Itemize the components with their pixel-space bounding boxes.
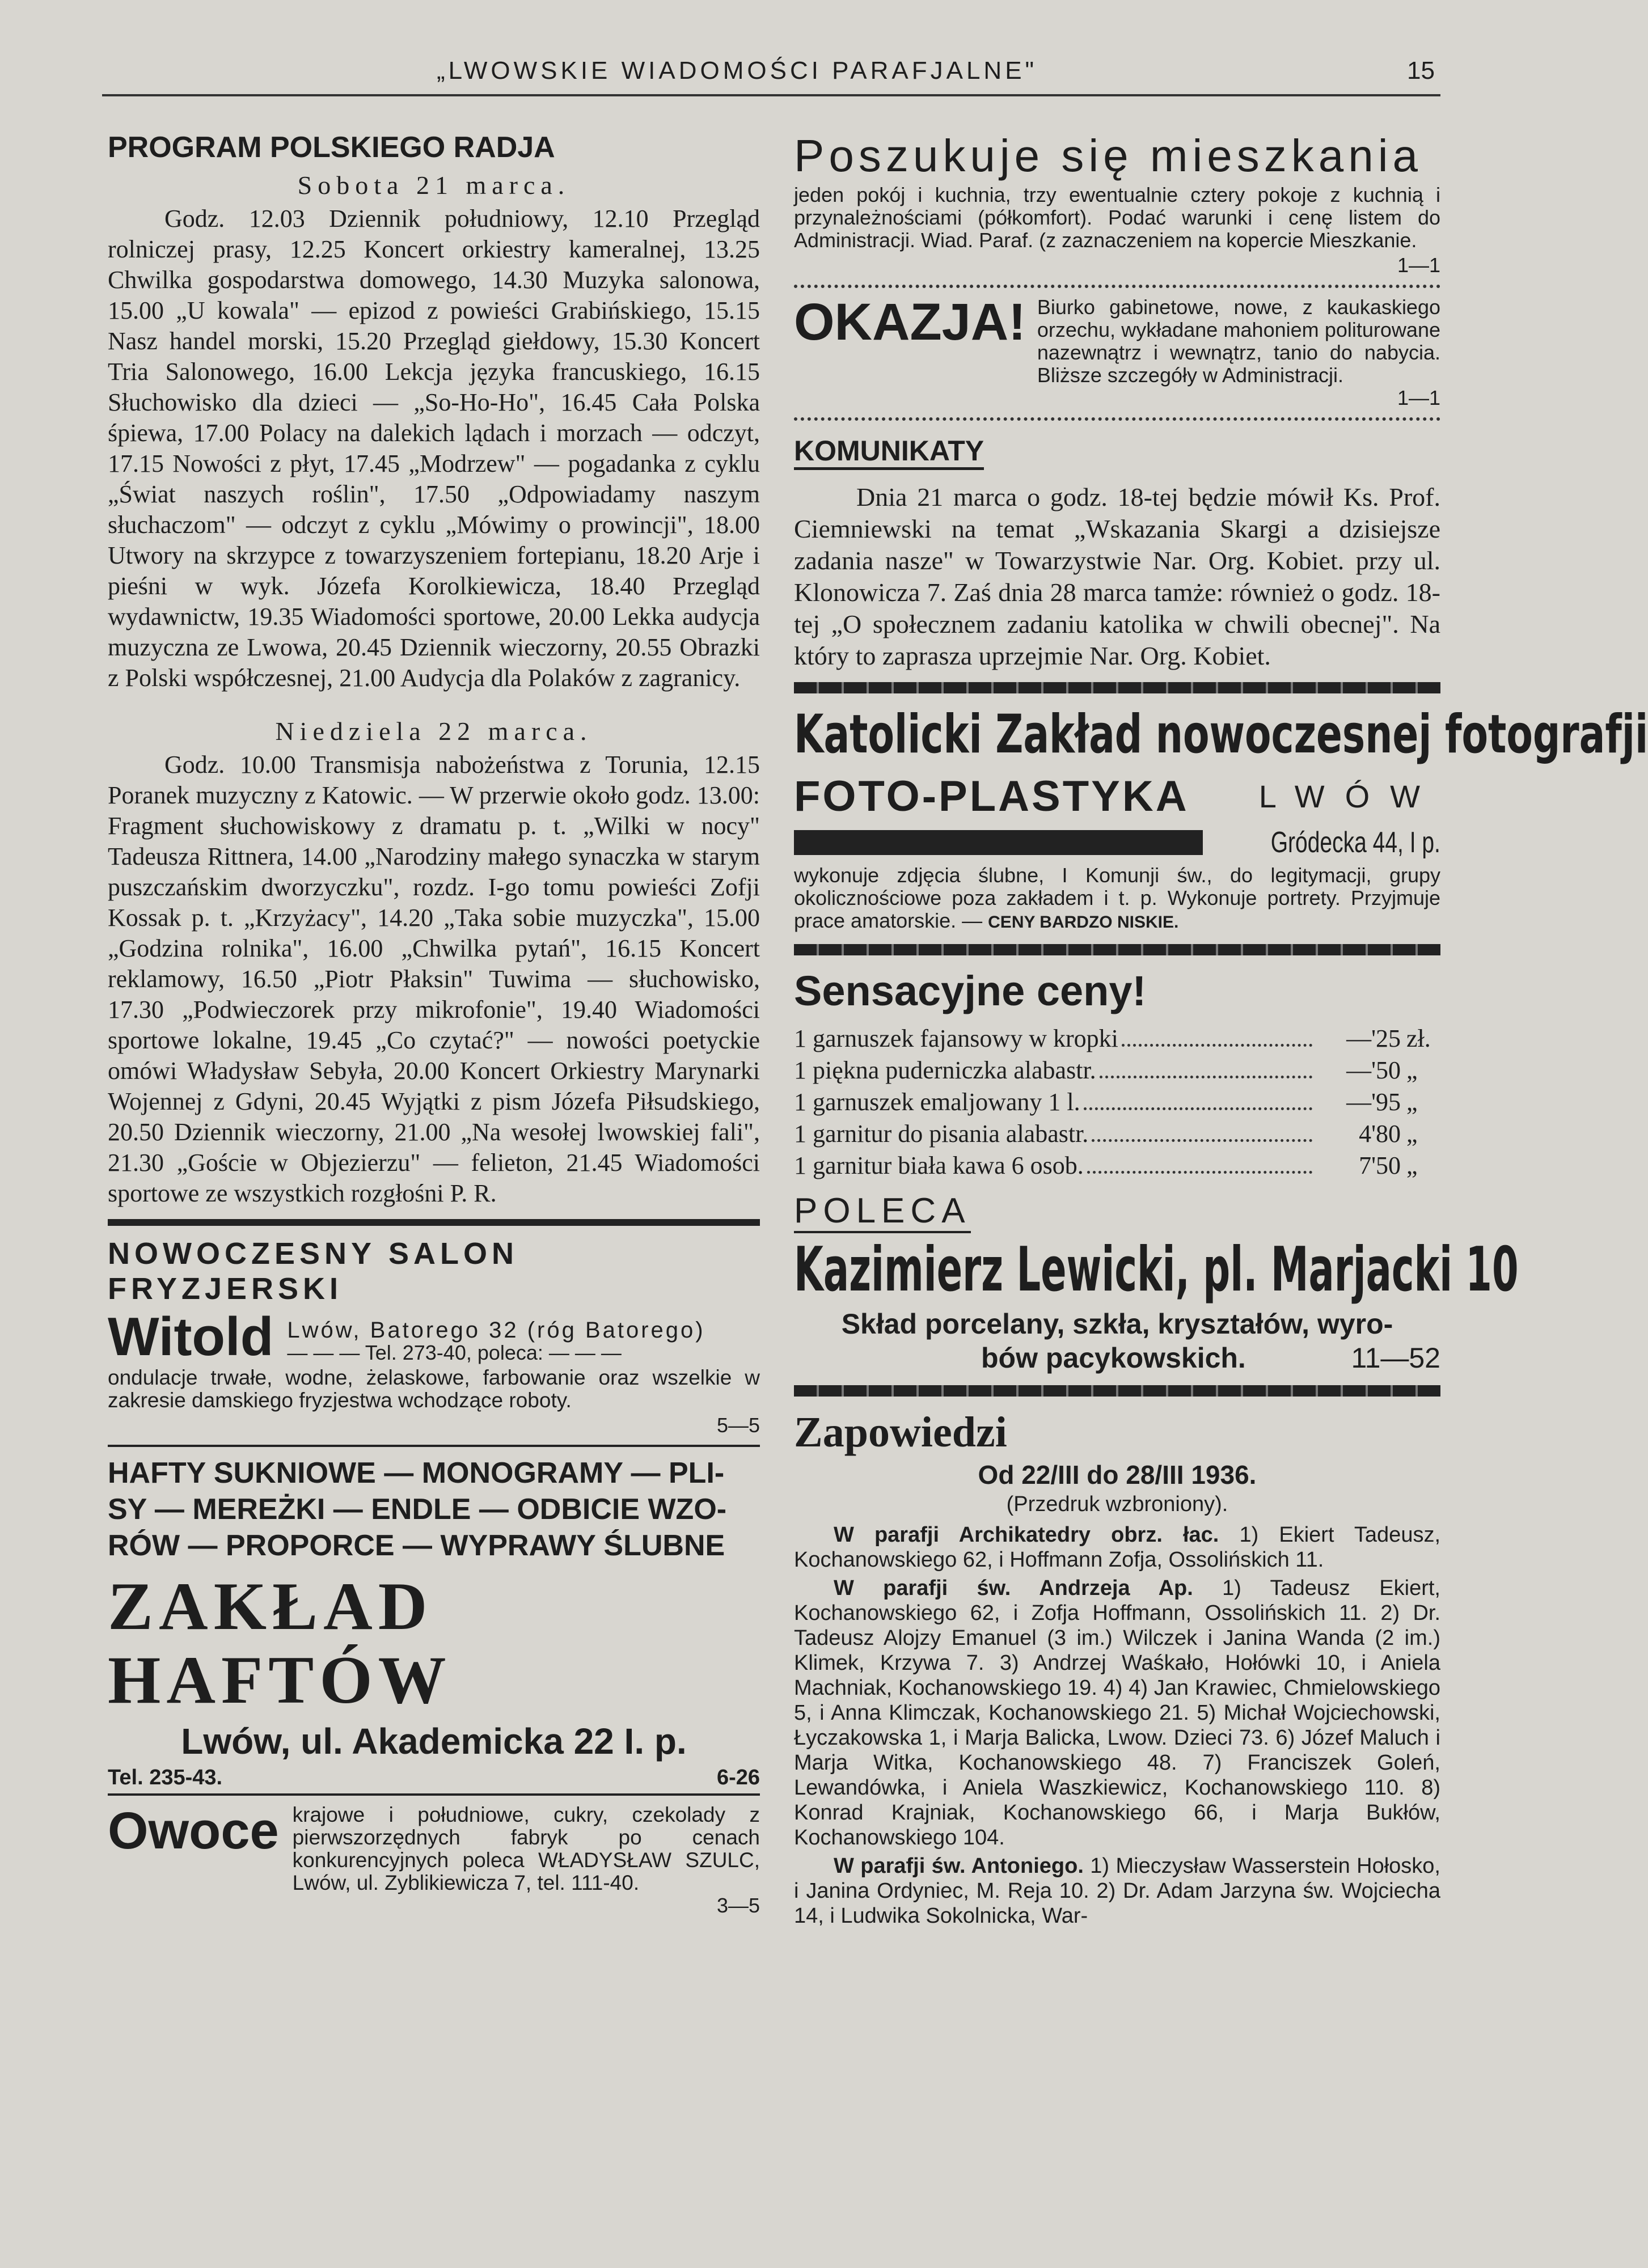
salon-ad-code: 5—5 [716,1414,760,1437]
owoce-ad-code: 3—5 [716,1894,760,1917]
komunikaty-section [794,429,1440,672]
price-value: —'25 [1346,1025,1401,1052]
prices-title: Sensacyjne ceny! [794,967,1147,1014]
running-head [102,54,1440,96]
owoce-ad [108,1804,760,1917]
price-unit: zł. [1406,1025,1431,1052]
salon-ad-title: NOWOCZESNY SALON FRYZJERSKI [108,1237,519,1306]
price-unit: „ [1406,1056,1418,1084]
foto-ad-bar [794,830,1203,855]
price-leader [1122,1023,1312,1047]
salon-ad-address: Lwów, Batorego 32 (róg Batorego) [287,1318,705,1343]
lewicki-ad-line-2-row [794,1341,1440,1375]
price-value: 7'50 [1359,1152,1401,1179]
haft-ad-tel: Tel. 235-43. [108,1766,223,1789]
salon-ad-body: ondulacje trwałe, wodne, żelaskowe, farbowanie oraz wszelkie w zakresie damskiego fryzjestwa wchodzące roboty. [108,1366,760,1412]
price-row [794,1023,1440,1055]
price-value: 4'80 [1359,1120,1401,1148]
foto-ad-city: LWÓW [1258,778,1440,814]
sunday-program: Godz. 10.00 Transmisja nabożeństwa z Torunia, 12.15 Poranek muzyczny z Katowic. — W przerwie około godz. 13.00: Fragment słuchowiskowy z dramatu p. t. „Wilki w nocy" Tadeusza Rittnera, 14.00 „Narodziny małego synaczka w starym puszczańskim dworzyczku", rozdz. I-go tomu powieści Zofji Kossak p. t. „Krzyżacy", 14.20 „Taka sobie muzyczka", 15.00 „Godzina rolnika", 16.00 „Chwilka pytań", 16.15 Koncert reklamowy, 16.50 „Piotr Płaksin" Tuwima — słuchowisko, 17.30 „Podwieczorek przy mikrofonie", 19.40 Wiadomości sportowe lokalne, 19.45 „Co czytać?" — nowości poetyckie omówi Władysław Sebyła, 20.00 Koncert Orkiestry Marynarki Wojennej z Gdyni, 20.45 Wyjątki z pism Józefa Piłsudskiego, 20.50 Dziennik wieczorny, 21.00 „Na wesołej lwowskiej fali", 21.30 „Goście w Objezierzu" — felieton, 21.45 Wiadomości sportowe ze wszystkich rozgłośni P. R. [108,751,760,1207]
apartment-ad-code: 1—1 [1397,253,1440,277]
haft-ad-title: ZAKŁAD HAFTÓW [108,1568,452,1717]
okazja-ad-code: 1—1 [1397,386,1440,409]
foto-ad-text: wykonuje zdjęcia ślubne, I Komunji św., do legitymacji, grupy okolicznościowe poza zakładem i t. p. Wykonuje portrety. Przyjmuje prace amatorskie. — [794,864,1440,932]
divider [108,1219,760,1226]
prices-ad [794,967,1440,1182]
lewicki-ad-name: Kazimierz Lewicki, pl. Marjacki 10 [794,1234,1519,1305]
price-label: 1 garnitur biała kawa 6 osob. [794,1152,1084,1179]
parish-announcements: 1) Mieczysław Wasserstein Hołosko, i Janina Ordyniec, M. Reja 10. 2) Dr. Adam Jarzyna św. Wojciecha 14, i Ludwika Sokolnicka, War- [794,1854,1440,1928]
price-value: —'50 [1346,1056,1401,1084]
price-row [794,1150,1440,1182]
foto-ad-body [794,864,1440,934]
parish-announcements: 1) Tadeusz Ekiert, Kochanowskiego 62, i Zofja Hoffmann, Ossolińskich 11. 2) Dr. Tadeusz Alojzy Emanuel (3 im.) Wilczek i Janina Wanda (2 im.) Klimek, Krzywa 7. 3) Andrzej Waśkało, Hołówki 10, i Aniela Machniak, Kochanowskiego 19. 4) 4) Jan Krawiec, Chmielowskiego 5, i Anna Klimczak, Kochanowskiego 21. 5) Michał Wojciechowski, Łyczakowska 1, i Marja Balicka, Lwow. Dzieci 73. 6) Józef Maluch i Marja Witka, Kochanowskiego 48. 7) Franciszek Goleń, Lewandówka, i Aniela Waszkiewicz, Kochanowskiego 110. 8) Konrad Krajniak, Kochanowskiego 66, i Marja Bukłów, Kochanowskiego 104. [794,1576,1440,1850]
right-column [794,130,1648,1932]
salon-ad-name: Witold [108,1306,274,1367]
zapowiedzi-paragraph [794,1522,1440,1572]
divider [794,285,1440,288]
zapowiedzi-title: Zapowiedzi [794,1408,1007,1456]
foto-ad [794,704,1648,934]
price-label: 1 garnuszek emaljowany 1 l. [794,1088,1080,1116]
sunday-heading: Niedziela 22 marca. [275,717,593,746]
price-leader [1087,1150,1312,1174]
parish-name: W parafji św. Antoniego. [834,1854,1084,1878]
owoce-ad-row [108,1804,760,1894]
price-leader [1092,1118,1312,1142]
haft-ad-line-3: RÓW — PROPORCE — WYPRAWY ŚLUBNE [108,1529,725,1562]
salon-ad-tel: — — — Tel. 273-40, poleca: — — — [287,1341,622,1364]
owoce-ad-body: krajowe i południowe, cukry, czekolady z pierwszorzędnych fabryk po cenach konkurencyjnych poleca WŁADYSŁAW SZULC, Lwów, ul. Zyblikiewicza 7, tel. 111-40. [292,1803,760,1894]
price-value: —'95 [1346,1088,1401,1116]
price-label: 1 garnuszek fajansowy w kropki [794,1025,1118,1052]
komunikaty-title: KOMUNIKATY [794,434,984,470]
foto-ad-price-note: CENY BARDZO NISKIE. [988,913,1179,932]
salon-ad [108,1236,760,1437]
haft-ad-address: Lwów, ul. Akademicka 22 I. p. [181,1721,687,1762]
price-unit: „ [1406,1088,1418,1116]
salon-ad-header [108,1306,760,1367]
saturday-heading: Sobota 21 marca. [297,171,571,200]
haft-ad [108,1455,760,1796]
zapowiedzi-range: Od 22/III do 28/III 1936. [978,1460,1257,1490]
foto-ad-address-row [794,826,1440,860]
apartment-ad-body: jeden pokój i kuchnia, trzy ewentualnie cztery pokoje z kuchnią i przynależnościami (półkomfort). Podać warunki i cenę listem do Administracji. Wiad. Paraf. (z zaznaczeniem na kopercie Mieszkanie. [794,183,1440,252]
okazja-ad-body: Biurko gabinetowe, nowe, z kaukaskiego orzechu, wykładane mahoniem politurowane nazewnątrz i wewnątrz, tanio do nabycia. Bliższe szczegóły w Administracji. [1037,295,1440,387]
parish-announcements: 1) Ekiert Tadeusz, Kochanowskiego 62, i Hoffmann Zofja, Ossolińskich 11. [794,1523,1441,1572]
haft-ad-line-1: HAFTY SUKNIOWE — MONOGRAMY — PLI- [108,1457,725,1490]
saturday-program: Godz. 12.03 Dziennik południowy, 12.10 Przegląd rolniczej prasy, 12.25 Koncert orkiestry kameralnej, 13.25 Chwilka gospodarstwa domowego, 14.30 Muzyka salonowa, 15.00 „U kowala" — epizod z powieści Grabińskiego, 15.15 Nasz handel morski, 15.20 Przegląd giełdowy, 15.30 Koncert Tria Salonowego, 16.00 Lekcja języka francuskiego, 16.15 Słuchowisko dla dzieci — „So-Ho-Ho", 16.45 Cała Polska śpiewa, 17.00 Polacy na dalekich lądach i morzach — odczyt, 17.15 Nowości z płyt, 17.45 „Modrzew" — pogadanka z cyklu „Świat naszych roślin", 17.50 „Odpowiadamy naszym słuchaczom" — odczyt z cyklu „Mówimy o prowincji", 18.00 Utwory na skrzypce z towarzyszeniem fortepianu, 18.20 Arje i pieśni w wyk. Józefa Korolkiewicza, 18.40 Przegląd wydawnictw, 19.35 Wiadomości sportowe, 20.00 Lekka audycja muzyczna ze Lwowa, 20.45 Dziennik wieczorny, 20.55 Obrazki z Polski współczesnej, 21.00 Audycja dla Polaków z zagranicy. [108,205,760,692]
owoce-ad-word: Owoce [108,1802,279,1860]
price-unit: „ [1406,1152,1418,1179]
lewicki-ad-poleca: POLECA [794,1191,971,1233]
parish-name: W parafji św. Andrzeja Ap. [834,1576,1193,1600]
page-number: 15 [1407,57,1435,84]
price-leader [1100,1055,1312,1078]
okazja-ad-row [794,293,1440,387]
foto-ad-title: Katolicki Zakład nowoczesnej fotografji [794,704,1648,765]
price-leader [1084,1086,1312,1110]
haft-ad-code: 6-26 [716,1766,760,1789]
divider [794,682,1440,693]
lewicki-ad-line-1: Skład porcelany, szkła, kryształów, wyro- [841,1308,1393,1340]
price-unit: „ [1406,1120,1418,1148]
price-row [794,1055,1440,1086]
lewicki-ad-code: 11—52 [1351,1342,1440,1374]
okazja-ad [794,293,1440,409]
apartment-ad-title: Poszukuje się mieszkania [794,130,1422,181]
price-label: 1 piękna puderniczka alabastr. [794,1056,1096,1084]
foto-ad-address: Gródecka 44, I p. [1270,826,1440,859]
lewicki-ad [794,1182,1519,1375]
apartment-wanted-ad [794,130,1440,277]
price-row [794,1086,1440,1118]
komunikaty-body: Dnia 21 marca o godz. 18-tej będzie mówił Ks. Prof. Ciemniewski na temat „Wskazania Skargi a dzisiejsze zadania nasze" w Towarzystwie Nar. Org. Kobiet. przy ul. Klonowicza 7. Zaś dnia 28 marca tamże: również o godz. 18-tej „O społecznem zadaniu katolika w chwili obecnej". Na który to zaprasza uprzejmie Nar. Org. Kobiet. [794,483,1440,670]
zapowiedzi-paragraph [794,1854,1440,1928]
divider [794,944,1440,955]
divider [794,417,1440,421]
divider [794,1385,1440,1397]
price-row [794,1118,1440,1150]
lewicki-ad-line-2: bów pacykowskich. [981,1342,1246,1374]
zapowiedzi-note: (Przedruk wzbroniony). [1006,1492,1228,1516]
foto-ad-brand: FOTO-PLASTYKA [794,772,1189,820]
okazja-ad-word: OKAZJA! [794,293,1026,351]
running-title: „LWOWSKIE WIADOMOŚCI PARAFJALNE" [437,57,1038,84]
parish-name: W parafji Archikatedry obrz. łac. [834,1523,1219,1547]
haft-ad-line-2: SY — MEREŻKI — ENDLE — ODBICIE WZO- [108,1493,727,1526]
left-column [108,130,760,1917]
zapowiedzi-section [794,1408,1440,1928]
foto-ad-brand-row [794,772,1440,821]
radio-program-title: PROGRAM POLSKIEGO RADJA [108,131,555,164]
haft-ad-footer [108,1766,760,1796]
price-label: 1 garnitur do pisania alabastr. [794,1120,1089,1148]
divider [108,1445,760,1447]
zapowiedzi-paragraph [794,1576,1440,1850]
